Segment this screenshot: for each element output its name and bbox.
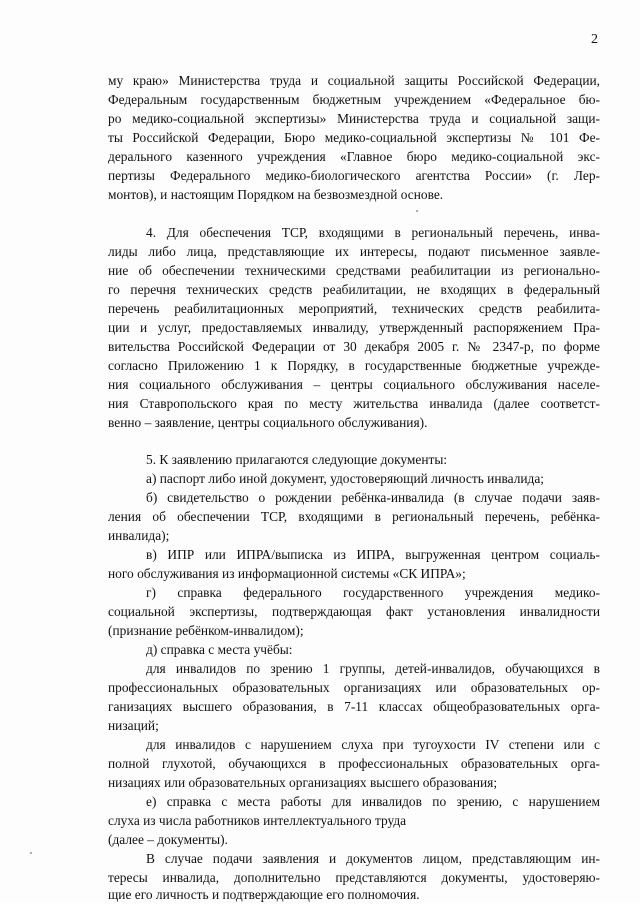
- text-line: ганизациях высшего образования, в 7-11 классах общеобразовательных орга-: [108, 699, 600, 714]
- text-line: ты Российской Федерации, Бюро медико-социальной экспертизы № 101 Фе-: [108, 130, 600, 145]
- text-line: перечень реабилитационных мероприятий, технических средств реабилита-: [108, 301, 600, 316]
- sub-item: для инвалидов с нарушением слуха при тугоухости IV степени или с: [146, 737, 600, 752]
- text-line: щие его личность и подтверждающие его полномочия.: [108, 887, 420, 902]
- text-line: ного обслуживания из информационной системы «СК ИПРА»;: [108, 566, 466, 581]
- text-line: (признание ребёнком-инвалидом);: [108, 623, 304, 638]
- paragraph-start: 5. К заявлению прилагаются следующие документы:: [146, 452, 448, 467]
- paragraph-start: В случае подачи заявления и документов лицом, представляющим ин-: [146, 851, 600, 866]
- text-line: дерального казенного учреждения «Главное бюро медико-социальной экс-: [108, 149, 600, 164]
- text-line: ции и услуг, предоставляемых инвалиду, утвержденный распоряжением Пра-: [108, 320, 600, 335]
- text-line: му краю» Министерства труда и социальной защиты Российской Федерации,: [108, 73, 600, 88]
- list-item: д) справка с места учёбы:: [146, 642, 293, 657]
- sub-item: для инвалидов по зрению 1 группы, детей-инвалидов, обучающихся в: [146, 661, 600, 676]
- list-item: е) справка с места работы для инвалидов по зрению, с нарушением: [146, 794, 600, 809]
- text-line: ления об обеспечении ТСР, входящими в региональный перечень, ребёнка-: [108, 509, 600, 524]
- text-line: го перечня технических средств реабилитации, не входящих в федеральный: [108, 282, 600, 297]
- text-line: слуха из числа работников интеллектуального труда: [108, 813, 407, 828]
- text-line: ние об обеспечении техническими средствами реабилитации из регионально-: [108, 263, 600, 278]
- scan-speck: [30, 852, 32, 854]
- text-line: Федеральным государственным бюджетным учреждением «Федеральное бю-: [108, 92, 600, 107]
- text-line: ро медико-социальной экспертизы» Министерства труда и социальной защи-: [108, 111, 600, 126]
- paragraph-start: 4. Для обеспечения ТСР, входящими в региональный перечень, инва-: [146, 225, 600, 240]
- text-line: лиды либо лица, представляющие их интересы, подают письменное заявле-: [108, 244, 600, 259]
- list-item: б) свидетельство о рождении ребёнка-инвалида (в случае подачи заяв-: [146, 490, 600, 505]
- text-line: низаций;: [108, 718, 159, 733]
- list-item: в) ИПР или ИПРА/выписка из ИПРА, выгруженная центром социаль-: [146, 547, 600, 562]
- text-line: вительства Российской Федерации от 30 декабря 2005 г. № 2347-р, по форме: [108, 339, 600, 354]
- page-number: 2: [591, 32, 598, 47]
- text-line: профессиональных образовательных организациях или образовательных ор-: [108, 680, 600, 695]
- text-line: (далее – документы).: [108, 832, 228, 847]
- text-line: согласно Приложению 1 к Порядку, в государственные бюджетные учрежде-: [108, 358, 600, 373]
- text-line: пертизы Федерального медико-биологического агентства России» (г. Лер-: [108, 168, 600, 183]
- text-line: полной глухотой, обучающихся в профессиональных образовательных орга-: [108, 756, 600, 771]
- text-line: ния Ставропольского края по месту жительства инвалида (далее соответст-: [108, 396, 600, 411]
- text-line: венно – заявление, центры социального обслуживания).: [108, 415, 428, 430]
- list-item: г) справка федерального государственного учреждения медико-: [146, 585, 600, 600]
- text-line: тересы инвалида, дополнительно представляются документы, удостоверяю-: [108, 870, 600, 885]
- list-item: а) паспорт либо иной документ, удостоверяющий личность инвалида;: [146, 471, 545, 486]
- text-line: социальной экспертизы, подтверждающая факт установления инвалидности: [108, 604, 600, 619]
- text-line: низациях или образовательных организациях высшего образования;: [108, 775, 498, 790]
- text-line: монтов), и настоящим Порядком на безвозмездной основе.: [108, 187, 444, 202]
- text-line: ния социального обслуживания – центры социального обслуживания населе-: [108, 377, 600, 392]
- text-line: инвалида);: [108, 528, 170, 543]
- scan-speck: [416, 210, 418, 212]
